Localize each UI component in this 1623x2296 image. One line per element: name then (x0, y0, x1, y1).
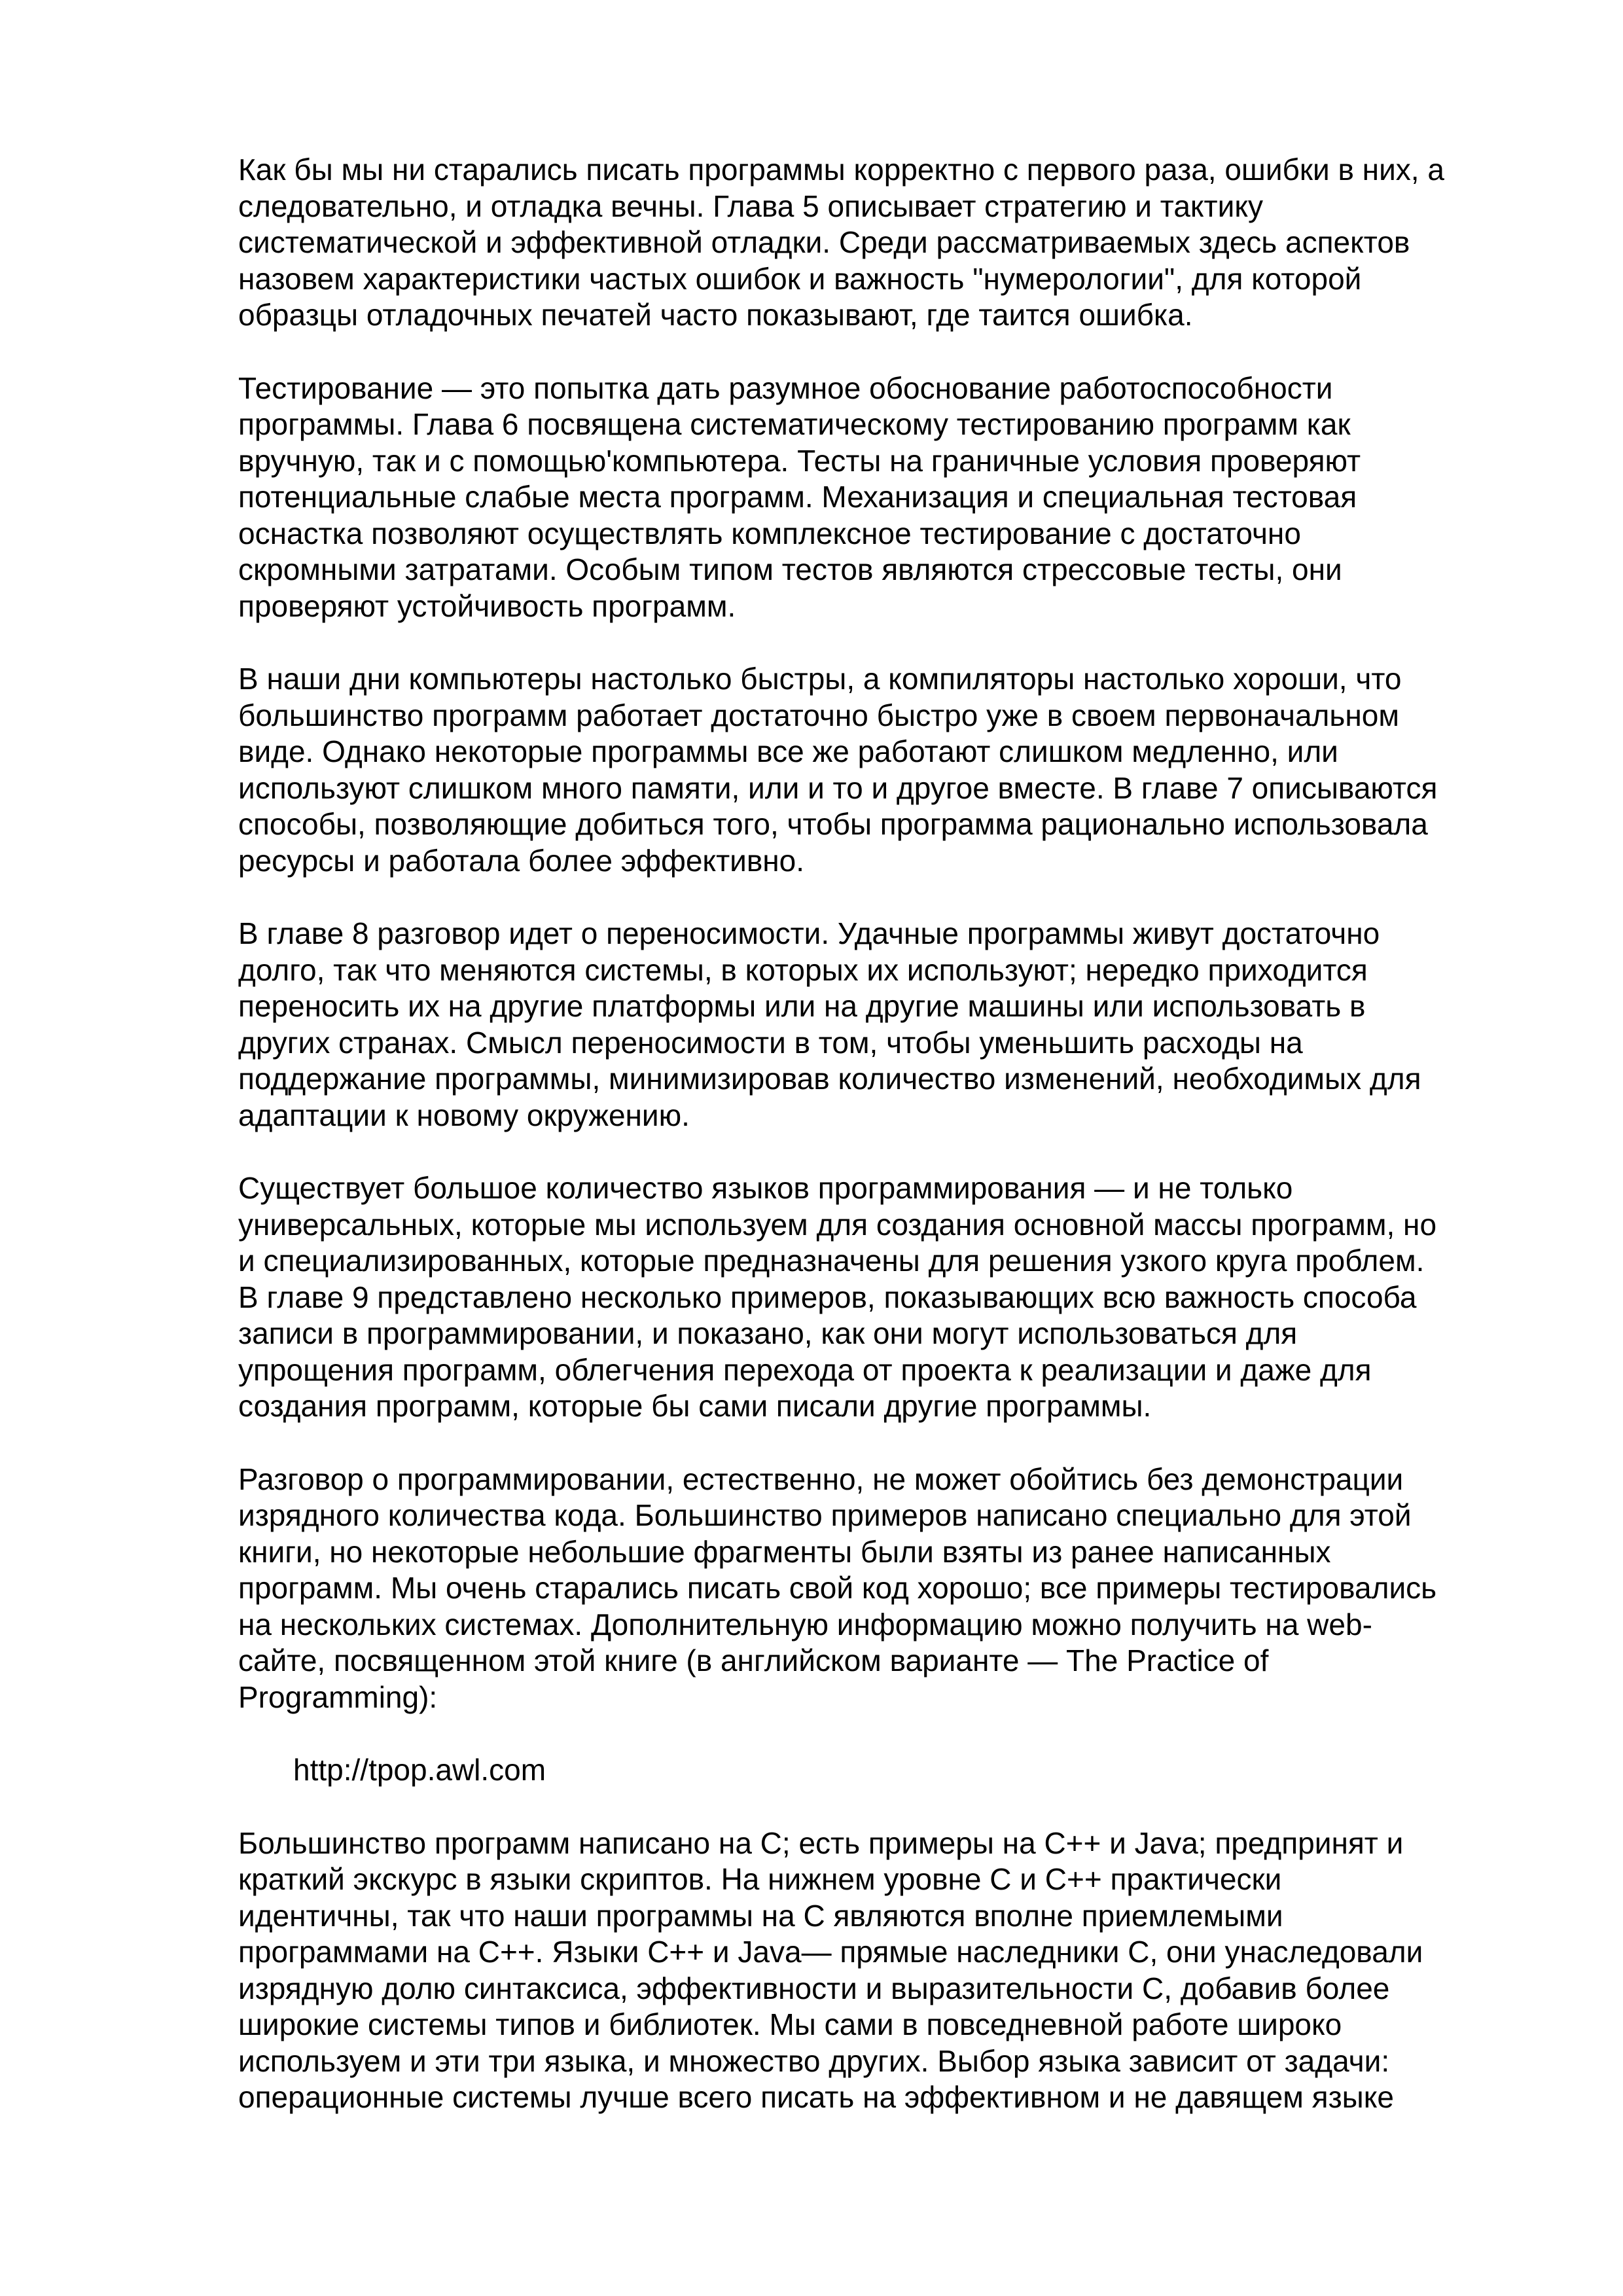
document-page (238, 152, 1521, 2153)
paragraph-testing: Тестирование — это попытка дать разумное обоснование работоспособности программы. Глава 6 посвящена систематическому тестированию программ как вручную, так и с помощью'компьютера. Тесты на граничные условия проверяют потенциальные слабые места программ. Механизация и специальная тестовая оснастка позволяют осуществлять комплексное тестирование с достаточно скромными затратами. Особым типом тестов являются стрессовые тесты, они проверяют устойчивость программ. (238, 370, 1361, 623)
paragraph-languages: Большинство программ написано на С; есть примеры на C++ и Java; предпринят и краткий экскурс в языки скриптов. На нижнем уровне С и C++ практически идентичны, так что наши программы на С являются вполне приемлемыми программами на C++. Языки C++ и Java— прямые наследники С, они унаследовали изрядную долю синтаксиса, эффективности и выразительности С, добавив более широкие системы типов и библиотек. Мы сами в повседневной работе широко используем и эти три языка, и множество других. Выбор языка зависит от задачи: операционные системы лучше всего писать на эффективном и не давящем языке (238, 1825, 1423, 2114)
paragraph-portability: В главе 8 разговор идет о переносимости. Удачные программы живут достаточно долго, так что меняются системы, в которых их используют; нередко приходится переносить их на другие платформы или на другие машины или использовать в других странах. Смысл переносимости в том, чтобы уменьшить расходы на поддержание программы, минимизировав количество изменений, необходимых для адаптации к новому окружению. (238, 916, 1421, 1132)
website-url[interactable]: http://tpop.awl.com (293, 1753, 546, 1787)
paragraph-code-examples: Разговор о программировании, естественно, не может обойтись без демонстрации изрядного количества кода. Большинство примеров написано специально для этой книги, но некоторые небольшие фрагменты были взяты из ранее написанных программ. Мы очень старались писать свой код хорошо; все примеры тестировались на нескольких системах. Дополнительную информацию можно получить на web- сайте, посвященном этой книге (в английском варианте — The Practice of Programming): (238, 1462, 1437, 1714)
paragraph-performance: В наши дни компьютеры настолько быстры, а компиляторы настолько хороши, что большинство программ работает достаточно быстро уже в своем первоначальном виде. Однако некоторые программы все же работают слишком медленно, или используют слишком много памяти, или и то и другое вместе. В главе 7 описываются способы, позволяющие добиться того, чтобы программа рационально использовала ресурсы и работала более эффективно. (238, 662, 1438, 878)
paragraph-notation: Существует большое количество языков программирования — и не только универсальных, которые мы используем для создания основной массы программ, но и специализированных, которые предназначены для решения узкого круга проблем. В главе 9 представлено несколько примеров, показывающих всю важность способа записи в программировании, и показано, как они могут использоваться для упрощения программ, облегчения перехода от проекта к реализации и даже для создания программ, которые бы сами писали другие программы. (238, 1171, 1437, 1423)
paragraph-debugging: Как бы мы ни старались писать программы корректно с первого раза, ошибки в них, а следовательно, и отладка вечны. Глава 5 описывает стратегию и тактику систематической и эффективной отладки. Среди рассматриваемых здесь аспектов назовем характеристики частых ошибок и важность "нумерологии", для которой образцы отладочных печатей часто показывают, где таится ошибка. (238, 152, 1444, 332)
